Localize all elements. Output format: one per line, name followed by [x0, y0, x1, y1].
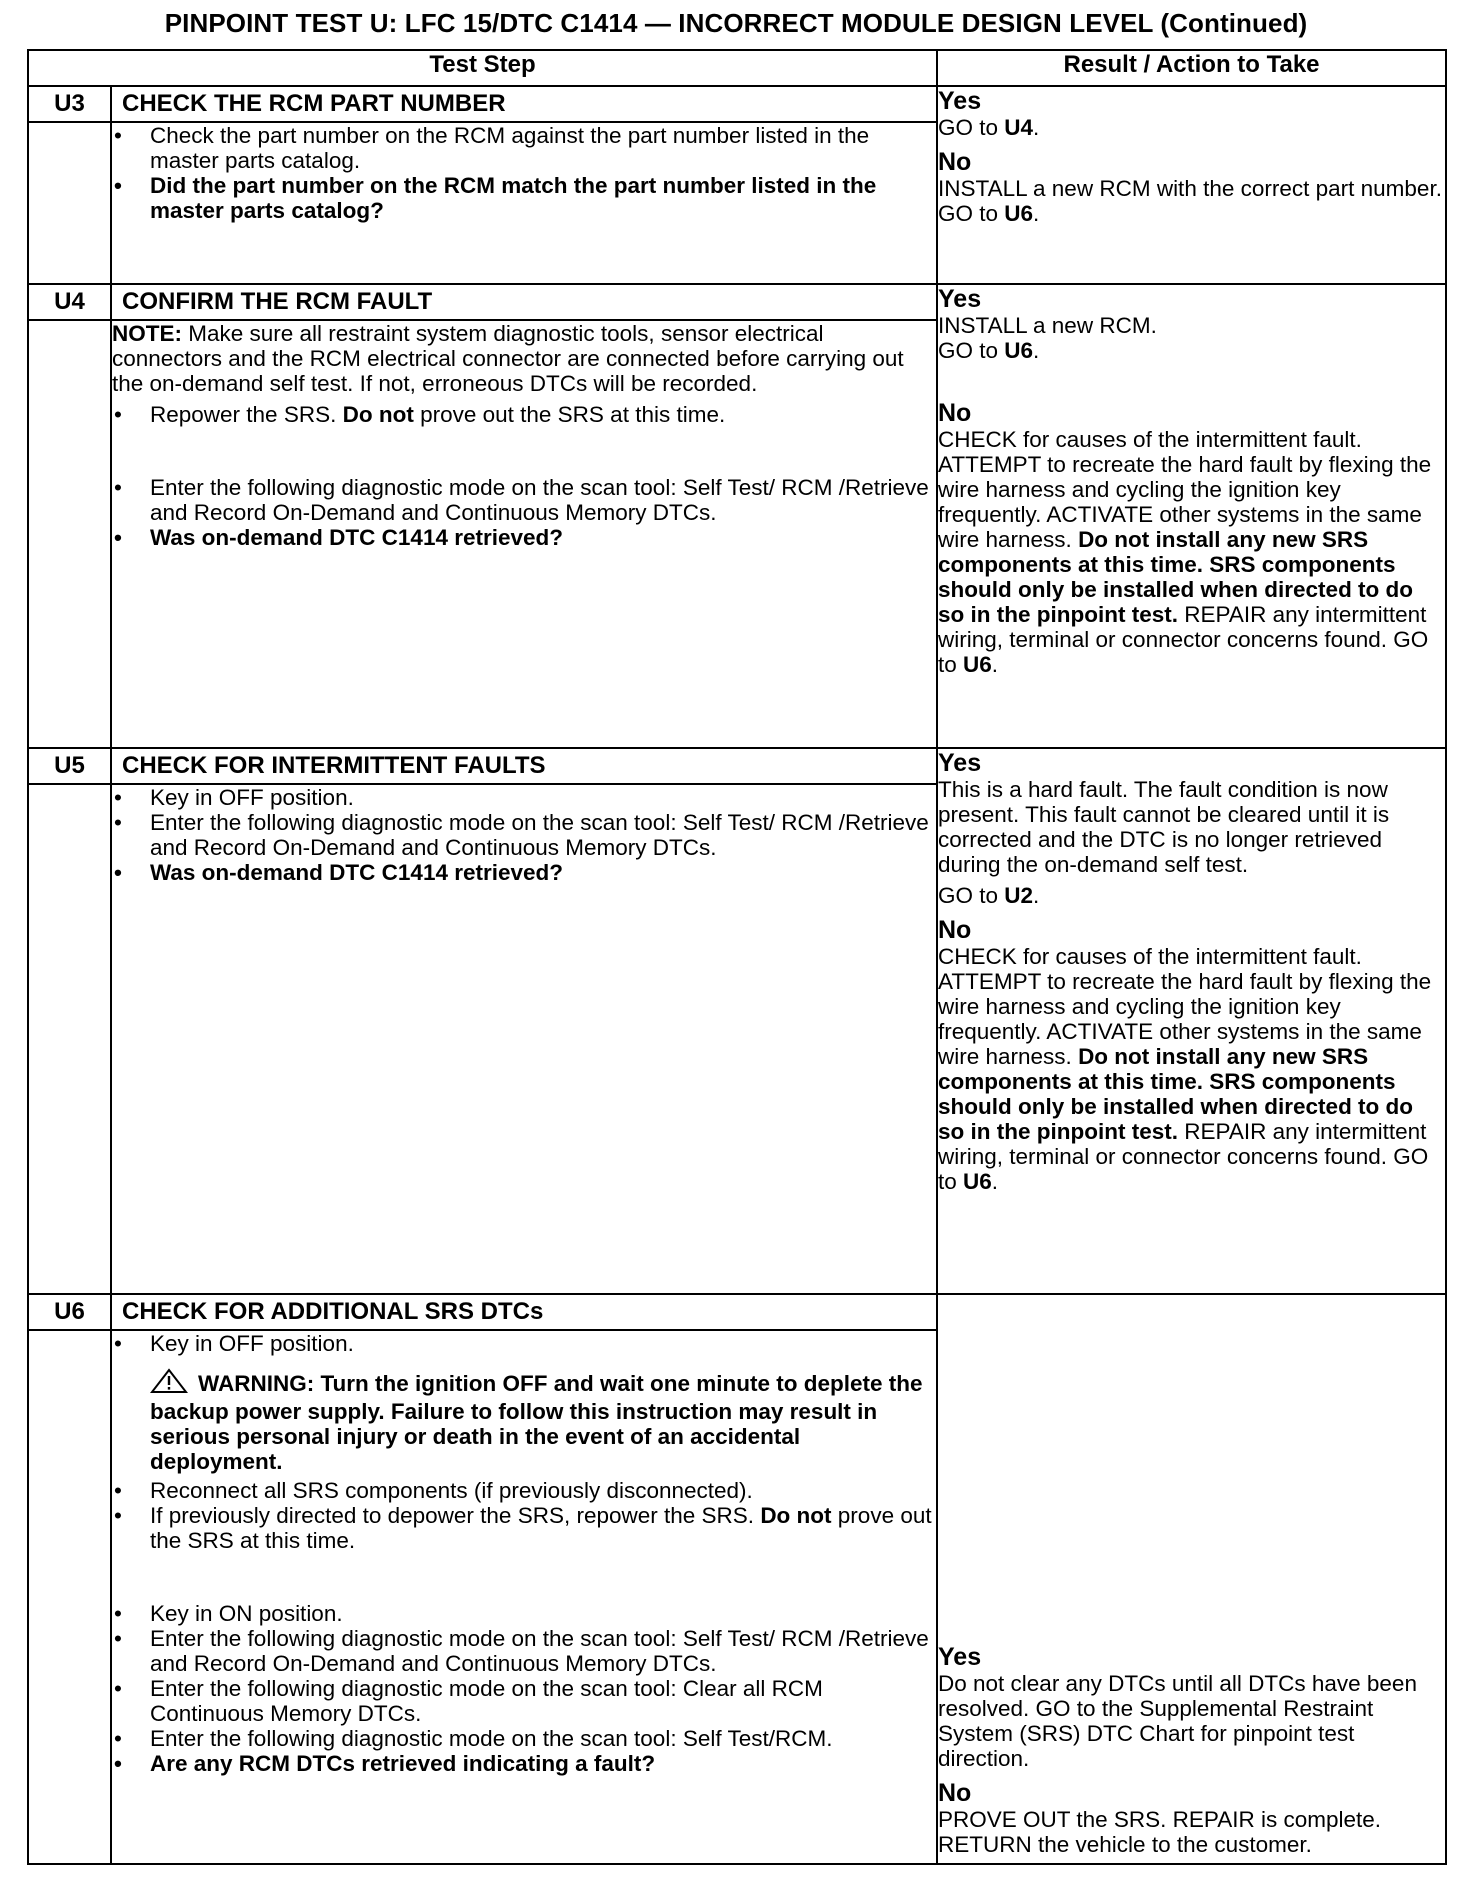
no-text: REPAIR any intermittent wiring, terminal or connector concerns found. GO to	[938, 1119, 1429, 1194]
list-item: • Reconnect all SRS components (if previously disconnected).	[112, 1478, 936, 1503]
list-item: • Are any RCM DTCs retrieved indicating a fault?	[112, 1751, 936, 1776]
no-end: .	[1033, 201, 1040, 226]
code-gap	[28, 122, 111, 284]
list-item: • Key in OFF position.	[112, 785, 936, 810]
no-text: CHECK for causes of the intermittent fault. ATTEMPT to recreate the hard fault by flexing the wire harness and cycling the ignition key frequently. ACTIVATE other systems in the same wire harness.	[938, 944, 1432, 1069]
page-title: PINPOINT TEST U: LFC 15/DTC C1414 — INCORRECT MODULE DESIGN LEVEL (Continued)	[164, 8, 1308, 38]
goto-ref: U6	[1004, 338, 1034, 363]
list-item: • Enter the following diagnostic mode on the scan tool: Self Test/ RCM /Retrieve and Record On-Demand and Continuous Memory DTCs.	[112, 1626, 936, 1676]
code-gap	[28, 784, 111, 1294]
yes-end: .	[1033, 338, 1040, 363]
step-text: If previously directed to depower the SRS, repower the SRS.	[150, 1503, 761, 1528]
note	[112, 321, 936, 396]
no-text: PROVE OUT the SRS. REPAIR is complete. RETURN the vehicle to the customer.	[938, 1807, 1382, 1857]
goto-ref: U2	[1004, 883, 1034, 908]
list-item: • Check the part number on the RCM against the part number listed in the master parts catalog.	[112, 123, 936, 173]
step-row-u6	[28, 1294, 1446, 1330]
list-item: • Enter the following diagnostic mode on the scan tool: Clear all RCM Continuous Memory DTCs.	[112, 1676, 936, 1726]
yes-end: .	[1033, 115, 1040, 140]
result-yes-u4	[938, 285, 1445, 363]
goto-ref: U4	[1004, 115, 1034, 140]
step-code-u6: U6	[28, 1294, 111, 1330]
step-title-u4: CONFIRM THE RCM FAULT	[111, 284, 937, 320]
step-content-u3	[111, 122, 937, 284]
no-label: No	[938, 916, 972, 944]
no-label: No	[938, 148, 972, 176]
result-no-u6	[938, 1779, 1445, 1857]
no-text: INSTALL a new RCM with the correct part number. GO to	[938, 176, 1442, 226]
code-gap	[28, 320, 111, 748]
goto-ref: U6	[1004, 201, 1034, 226]
result-yes-u5	[938, 749, 1445, 908]
step-code-u5: U5	[28, 748, 111, 784]
step-bold: Do not	[760, 1503, 832, 1528]
result-no-u4	[938, 399, 1445, 677]
list-item	[112, 1503, 936, 1553]
no-text: CHECK for causes of the intermittent fault. ATTEMPT to recreate the hard fault by flexing the wire harness and cycling the ignition key frequently. ACTIVATE other systems in the same wire harness.	[938, 427, 1432, 552]
list-item: • Enter the following diagnostic mode on the scan tool: Self Test/ RCM /Retrieve and Record On-Demand and Continuous Memory DTCs.	[112, 810, 936, 860]
no-label: No	[938, 1779, 972, 1807]
step-content-u4	[111, 320, 937, 748]
yes-label: Yes	[938, 87, 982, 115]
no-bold-text: Do not install any new SRS components at this time. SRS components should only be installed when directed to do so in the pinpoint test.	[938, 1044, 1414, 1144]
result-u5	[937, 748, 1446, 1294]
step-content-u5	[111, 784, 937, 1294]
step-code-u4: U4	[28, 284, 111, 320]
code-gap	[28, 1330, 111, 1864]
yes-label: Yes	[938, 749, 982, 777]
list-item: • Enter the following diagnostic mode on the scan tool: Self Test/RCM.	[112, 1726, 936, 1751]
header-result: Result / Action to Take	[937, 50, 1446, 86]
spacer	[112, 427, 936, 475]
list-item: • Enter the following diagnostic mode on the scan tool: Self Test/ RCM /Retrieve and Record On-Demand and Continuous Memory DTCs.	[112, 475, 936, 525]
step-bold: Do not	[342, 402, 414, 427]
yes-text: GO to	[938, 883, 1005, 908]
goto-ref: U6	[963, 652, 992, 677]
step-code-u3: U3	[28, 86, 111, 122]
no-end: .	[991, 1169, 999, 1194]
table-header-row	[28, 50, 1446, 86]
warning-block	[112, 1368, 936, 1474]
step-text: prove out the SRS at this time.	[150, 1503, 932, 1553]
result-no-u5	[938, 916, 1445, 1194]
step-text: prove out the SRS at this time.	[413, 402, 726, 427]
yes-text: Do not clear any DTCs until all DTCs have been resolved. GO to the Supplemental Restraint System (SRS) DTC Chart for pinpoint test direction.	[938, 1671, 1417, 1771]
no-label: No	[938, 399, 972, 427]
yes-label: Yes	[938, 1643, 982, 1671]
goto-ref: U6	[963, 1169, 992, 1194]
note-text: Make sure all restraint system diagnostic tools, sensor electrical connectors and the RCM electrical connector are connected before carrying out the on-demand self test. If not, erroneous DTCs will be recorded.	[112, 321, 904, 396]
no-text: REPAIR any intermittent wiring, terminal or connector concerns found. GO to	[938, 602, 1429, 677]
list-item: • Did the part number on the RCM match the part number listed in the master parts catalog?	[112, 173, 936, 223]
yes-text: GO to	[938, 115, 1005, 140]
yes-goto	[938, 883, 1445, 908]
step-title-u6: CHECK FOR ADDITIONAL SRS DTCs	[111, 1294, 937, 1330]
warning-triangle-icon	[150, 1368, 188, 1399]
spacer	[112, 1553, 936, 1601]
warning-text: WARNING: Turn the ignition OFF and wait one minute to deplete the backup power supply. Failure to follow this instruction may result in serious personal injury or death in the event of an accidental deployment.	[150, 1371, 923, 1474]
result-u4	[937, 284, 1446, 748]
yes-end: .	[1033, 883, 1040, 908]
list-item: • Was on-demand DTC C1414 retrieved?	[112, 525, 936, 550]
yes-label: Yes	[938, 285, 982, 313]
yes-text: This is a hard fault. The fault condition is now present. This fault cannot be cleared until it is corrected and the DTC is no longer retrieved during the on-demand self test.	[938, 777, 1390, 877]
yes-text: GO to	[938, 338, 1005, 363]
step-title-u5: CHECK FOR INTERMITTENT FAULTS	[111, 748, 937, 784]
step-content-u6	[111, 1330, 937, 1864]
no-bold-text: Do not install any new SRS components at this time. SRS components should only be installed when directed to do so in the pinpoint test.	[938, 527, 1414, 627]
result-yes-u3	[938, 87, 1445, 140]
result-u6	[937, 1294, 1446, 1864]
step-row-u3	[28, 86, 1446, 122]
step-row-u5	[28, 748, 1446, 784]
list-item	[112, 402, 936, 427]
list-item: • Key in OFF position.	[112, 1331, 936, 1356]
step-title-u3: CHECK THE RCM PART NUMBER	[111, 86, 937, 122]
note-label: NOTE:	[112, 321, 182, 346]
header-test-step: Test Step	[28, 50, 937, 86]
yes-text: INSTALL a new RCM.	[938, 313, 1157, 338]
list-item: • Was on-demand DTC C1414 retrieved?	[112, 860, 936, 885]
step-text: Repower the SRS.	[150, 402, 343, 427]
result-no-u3	[938, 148, 1445, 226]
list-item: • Key in ON position.	[112, 1601, 936, 1626]
step-row-u4	[28, 284, 1446, 320]
result-yes-u6	[938, 1643, 1445, 1771]
result-u3	[937, 86, 1446, 284]
pinpoint-test-table	[27, 49, 1447, 1865]
no-end: .	[991, 652, 999, 677]
